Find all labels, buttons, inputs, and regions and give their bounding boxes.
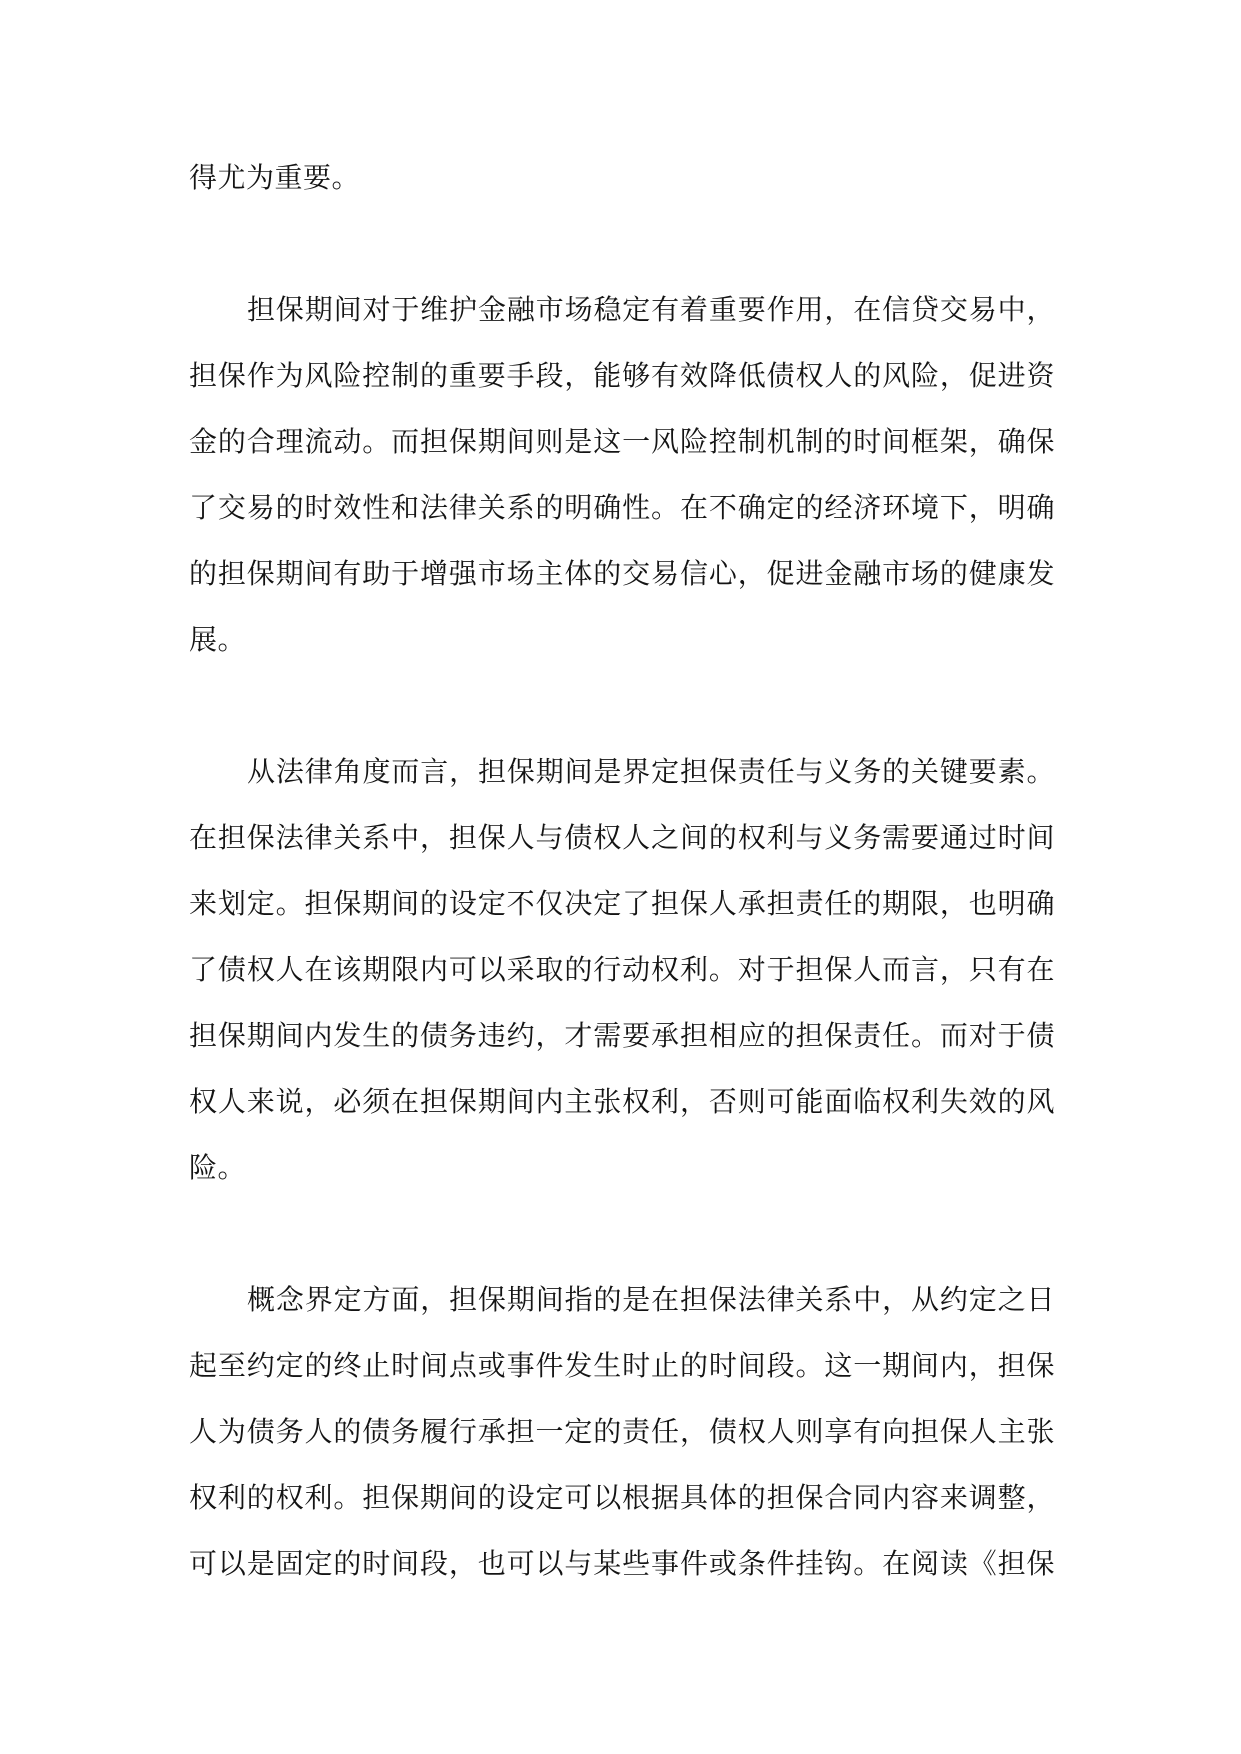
text-line: 险。 [189, 1151, 247, 1184]
text-line: 可以是固定的时间段，也可以与某些事件或条件挂钩。在阅读《担保 [189, 1547, 1055, 1580]
text-line: 人为债务人的债务履行承担一定的责任，债权人则享有向担保人主张 [189, 1415, 1055, 1448]
text-line: 概念界定方面，担保期间指的是在担保法律关系中，从约定之日 [247, 1283, 1055, 1316]
text-line: 了交易的时效性和法律关系的明确性。在不确定的经济环境下，明确 [189, 491, 1055, 524]
text-line: 权人来说，必须在担保期间内主张权利，否则可能面临权利失效的风 [189, 1085, 1055, 1118]
text-line: 的担保期间有助于增强市场主体的交易信心，促进金融市场的健康发 [189, 557, 1055, 590]
text-line: 来划定。担保期间的设定不仅决定了担保人承担责任的期限，也明确 [189, 887, 1055, 920]
text-line: 担保期间对于维护金融市场稳定有着重要作用，在信贷交易中， [247, 293, 1055, 326]
text-line: 了债权人在该期限内可以采取的行动权利。对于担保人而言，只有在 [189, 953, 1055, 986]
document-body [189, 145, 1055, 1597]
text-line: 在担保法律关系中，担保人与债权人之间的权利与义务需要通过时间 [189, 821, 1055, 854]
paragraph-gap [189, 1201, 1055, 1267]
text-line: 权利的权利。担保期间的设定可以根据具体的担保合同内容来调整， [189, 1481, 1055, 1514]
paragraph [189, 739, 1055, 1201]
paragraph [189, 1267, 1055, 1597]
text-line: 得尤为重要。 [189, 161, 361, 194]
text-line: 担保作为风险控制的重要手段，能够有效降低债权人的风险，促进资 [189, 359, 1055, 392]
paragraph [189, 277, 1055, 673]
paragraph-gap [189, 673, 1055, 739]
paragraph-gap [189, 211, 1055, 277]
paragraph [189, 145, 1055, 211]
text-line: 从法律角度而言，担保期间是界定担保责任与义务的关键要素。 [247, 755, 1055, 788]
text-line: 展。 [189, 623, 247, 656]
text-line: 起至约定的终止时间点或事件发生时止的时间段。这一期间内，担保 [189, 1349, 1055, 1382]
text-line: 担保期间内发生的债务违约，才需要承担相应的担保责任。而对于债 [189, 1019, 1055, 1052]
text-line: 金的合理流动。而担保期间则是这一风险控制机制的时间框架，确保 [189, 425, 1055, 458]
